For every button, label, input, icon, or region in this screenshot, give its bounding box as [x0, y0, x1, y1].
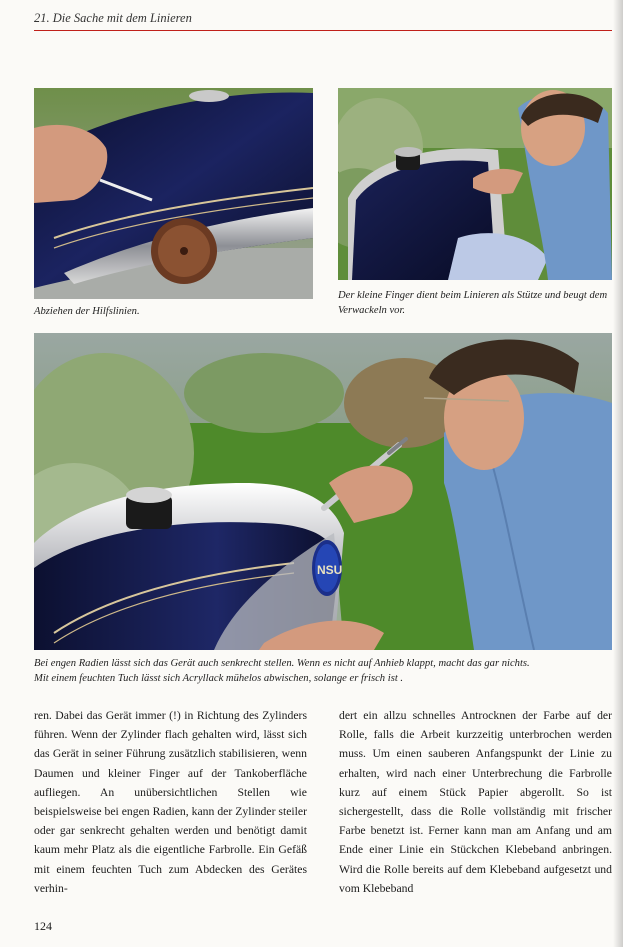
figure-caption-3 — [34, 656, 612, 686]
photo-tank-guide-lines — [34, 88, 313, 299]
figure-caption-2: Der kleine Finger dient beim Linieren als Stütze und beugt dem Verwackeln vor. — [338, 290, 608, 316]
figure-caption-3-line-2: Mit einem feuchten Tuch lässt sich Acryllack mühelos abwischen, solange er frisch ist . — [34, 673, 404, 684]
photo-vertical-tool-radius-art — [34, 333, 612, 650]
nsu-badge-text: NSU — [317, 563, 343, 577]
body-paragraph-right: dert ein allzu schnelles Antrocknen der Farbe auf der Rolle, falls die Arbeit kurzzeitig unterbrochen werden muss. Um einen sauberen Anfangspunkt der Linie zu erhalten, wird nach einer Unterbrechung die Farbrolle kurz auf einem Stück Papier abgerollt. So ist sichergestellt, dass die Rolle vollständig mit frischer Farbe benetzt ist. Ferner kann man am Anfang und am Ende einer Linie ein Stückchen Klebeband anbringen. Wird die Rolle bereits auf dem Klebeband aufgesetzt und vom Klebeband — [339, 709, 612, 895]
photo-little-finger-support — [338, 88, 612, 280]
header-rule — [34, 30, 612, 31]
photo-little-finger-support-art — [338, 88, 612, 280]
page-number: 124 — [34, 919, 52, 933]
photo-vertical-tool-radius — [34, 333, 612, 650]
page-edge-shadow — [613, 0, 623, 947]
body-column-left — [34, 706, 307, 898]
running-header: 21. Die Sache mit dem Linieren — [34, 11, 192, 25]
body-column-right — [339, 706, 612, 898]
body-paragraph-left: ren. Dabei das Gerät immer (!) in Richtung des Zylinders führen. Wenn der Zylinder flach gehalten wird, lässt sich das Gerät in seiner Führung zusätzlich stabilisieren, wenn Daumen und kleiner Finger auf der Tankoberfläche aufliegen. An unübersichtlichen Stellen wie beispielsweise bei engen Radien, kann der Zylinder steiler oder gar senkrecht gehalten werden und benötigt damit kaum mehr Platz als die eigentliche Farbrolle. Ein Gefäß mit einem feuchten Tuch zum Abdecken des Gerätes verhin- — [34, 709, 307, 895]
figure-caption-3-line-1: Bei engen Radien lässt sich das Gerät auch senkrecht stellen. Wenn es nicht auf Anhieb klappt, macht das gar nichts. — [34, 658, 530, 669]
photo-tank-guide-lines-art — [34, 88, 313, 299]
figure-caption-1: Abziehen der Hilfslinien. — [34, 306, 140, 317]
